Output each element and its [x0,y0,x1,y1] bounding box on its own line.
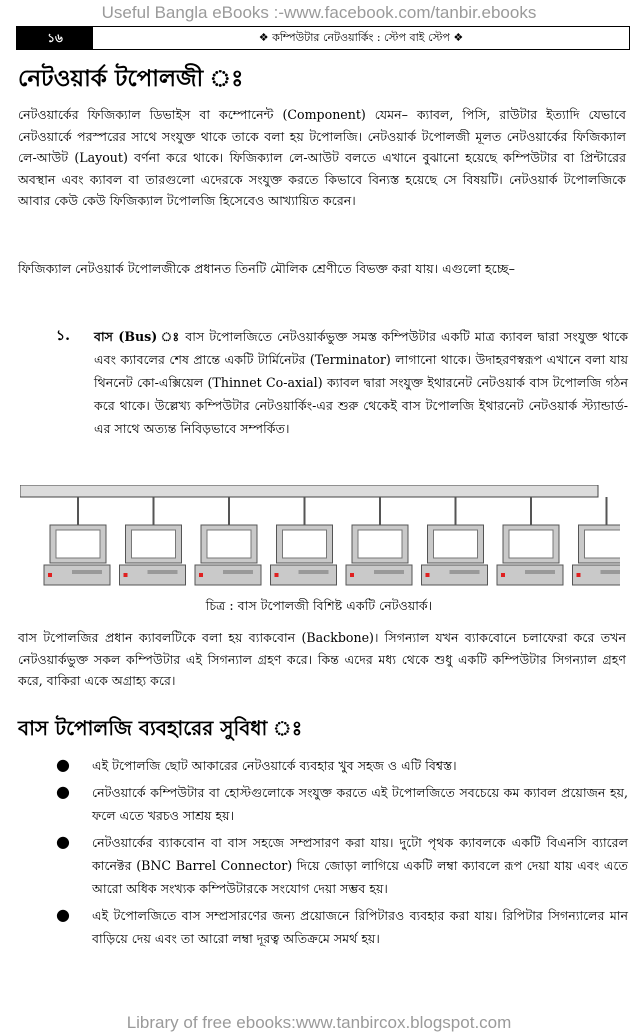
power-led [501,573,505,577]
drive-slot [601,570,621,574]
backbone-cable [20,485,598,497]
monitor-screen [132,530,176,558]
power-led [350,573,354,577]
drive-slot [223,570,253,574]
system-unit [497,565,563,585]
power-led [48,573,52,577]
list-number: ১. [56,328,70,344]
advantages-list [56,754,628,954]
drive-slot [148,570,178,574]
heading-network-topology: নেটওয়ার্ক টপোলজী ঃ [18,66,244,92]
bullet-icon: ● [56,782,70,801]
bus-topology-diagram [20,485,620,593]
monitor-screen [207,530,251,558]
system-unit [346,565,412,585]
heading-bus-advantages: বাস টপোলজি ব্যবহারের সুবিধা ঃ [18,716,303,740]
page-number: ১৬ [17,27,93,49]
system-unit [422,565,488,585]
list-item-bus [56,325,628,440]
list-item [56,754,628,777]
monitor-screen [358,530,402,558]
bus-body: বাস টপোলজিতে নেটওয়ার্কভুক্ত সমস্ত কম্পিউটার একটি মাত্র ক্যাবল দ্বারা সংযুক্ত থাকে এবং ক্যাবলের শেষ প্রান্তে একটি টার্মিনেটর (Terminator) লাগানো থাকে। উদাহরণস্বরূপ এখানে বলা যায় থিননেট কো-এক্সিয়েল (Thinnet Co-axial) ক্যাবল দ্বারা সংযুক্ত ইথারনেট নেটওয়ার্ক বাস টপোলজি গঠন করে থাকে। উল্লেখ্য কম্পিউটার নেটওয়ার্কিং-এর শুরু থেকেই বাস টপোলজি ইথারনেট নেটওয়ার্ক স্ট্যান্ডার্ড-এর সাথে অত্যন্ত নিবিড়ভাবে সম্পর্কিত। [94,329,629,436]
drive-slot [450,570,480,574]
drive-slot [299,570,329,574]
advantage-text: এই টপোলজি ছোট আকারের নেটওয়ার্কে ব্যবহার খুব সহজ ও এটি বিশ্বস্ত। [92,758,457,773]
list-item [56,904,628,950]
power-led [426,573,430,577]
watermark-bottom: Library of free ebooks:www.tanbircox.blogspot.com [126,1013,512,1032]
drive-slot [374,570,404,574]
running-title: ❖ কম্পিউটার নেটওয়ার্কিং : স্টেপ বাই স্টেপ ❖ [258,31,464,44]
bullet-icon: ● [56,755,70,774]
monitor-screen [434,530,478,558]
watermark-top: Useful Bangla eBooks :-www.facebook.com/tanbir.ebooks [101,3,537,22]
list-item [56,831,628,900]
power-led [275,573,279,577]
system-unit [195,565,261,585]
monitor-screen [585,530,621,558]
paragraph-topology-intro: নেটওয়ার্কের ফিজিক্যাল ডিভাইস বা কম্পোনেন্ট (Component) যেমন– ক্যাবল, পিসি, রাউটার ইত্যাদি যেভাবে নেটওয়ার্কে পরস্পরের সাথে সংযুক্ত থাকে তাকে বলা হয় টপোলজি। নেটওয়ার্ক টপোলজী মূলত নেটওয়ার্কের ফিজিক্যাল লে-আউট (Layout) বর্ণনা করে থাকে। ফিজিক্যাল লে-আউট বলতে এখানে বুঝানো হয়েছে কম্পিউটার বা প্রিন্টারের অবস্থান এবং ক্যাবল বা তারগুলো এদেরকে সংযুক্ত করতে কিভাবে বিন্যস্ত হয়েছে সে বিষয়টি। নেটওয়ার্ক টপোলজিকে আবার কেউ কেউ ফিজিক্যাল টপোলজি হিসেবেও আখ্যায়িত করেন। [18,107,626,208]
bus-description [94,325,628,440]
bullet-icon: ● [56,832,70,851]
system-unit [44,565,110,585]
figure-caption: চিত্র : বাস টপোলজী বিশিষ্ট একটি নেটওয়ার্ক। [205,598,433,613]
drive-slot [72,570,102,574]
monitor-screen [283,530,327,558]
power-led [577,573,581,577]
list-item [56,781,628,827]
running-header [16,26,630,50]
power-led [199,573,203,577]
bullet-icon: ● [56,905,70,924]
advantage-text: নেটওয়ার্কে কম্পিউটার বা হোস্টগুলোকে সংযুক্ত করতে এই টপোলজিতে সবচেয়ে কম ক্যাবল প্রয়োজন হয়, ফলে এতে খরচও সাশ্রয় হয়। [92,785,628,823]
paragraph-topology-types: ফিজিক্যাল নেটওয়ার্ক টপোলজীকে প্রধানত তিনটি মৌলিক শ্রেণীতে বিভক্ত করা যায়। এগুলো হচ্ছে– [18,261,515,276]
system-unit [120,565,186,585]
system-unit [271,565,337,585]
advantage-text: নেটওয়ার্কের ব্যাকবোন বা বাস সহজে সম্প্রসারণ করা যায়। দুটো পৃথক ক্যাবলকে একটি বিএনসি ব্যারেল কানেক্টর (BNC Barrel Connector) দিয়ে জোড়া লাগিয়ে একটি লম্বা ক্যাবলে রূপ দেয়া যায় এবং এতে আরো অধিক সংখ্যক কম্পিউটারকে সংযোগ দেয়া সম্ভব হয়। [92,835,628,896]
drive-slot [525,570,555,574]
power-led [124,573,128,577]
advantage-text: এই টপোলজিতে বাস সম্প্রসারণের জন্য প্রয়োজনে রিপিটারও ব্যবহার করা যায়। রিপিটার সিগন্যালের মান বাড়িয়ে দেয় এবং তা আরো লম্বা দূরত্ব অতিক্রমে সমর্থ হয়। [92,908,628,946]
monitor-screen [56,530,100,558]
bus-title: বাস (Bus) ঃ [94,329,181,344]
monitor-screen [509,530,553,558]
paragraph-backbone: বাস টপোলজির প্রধান ক্যাবলটিকে বলা হয় ব্যাকবোন (Backbone)। সিগন্যাল যখন ব্যাকবোনে চলাফেরা করে তখন নেটওয়ার্কভুক্ত সকল কম্পিউটার এই সিগন্যাল গ্রহণ করে। কিন্ত এদের মধ্য থেকে শুধু একটি কম্পিউটার সিগন্যাল গ্রহণ করে, বাকিরা একে অগ্রাহ্য করে। [18,630,626,688]
